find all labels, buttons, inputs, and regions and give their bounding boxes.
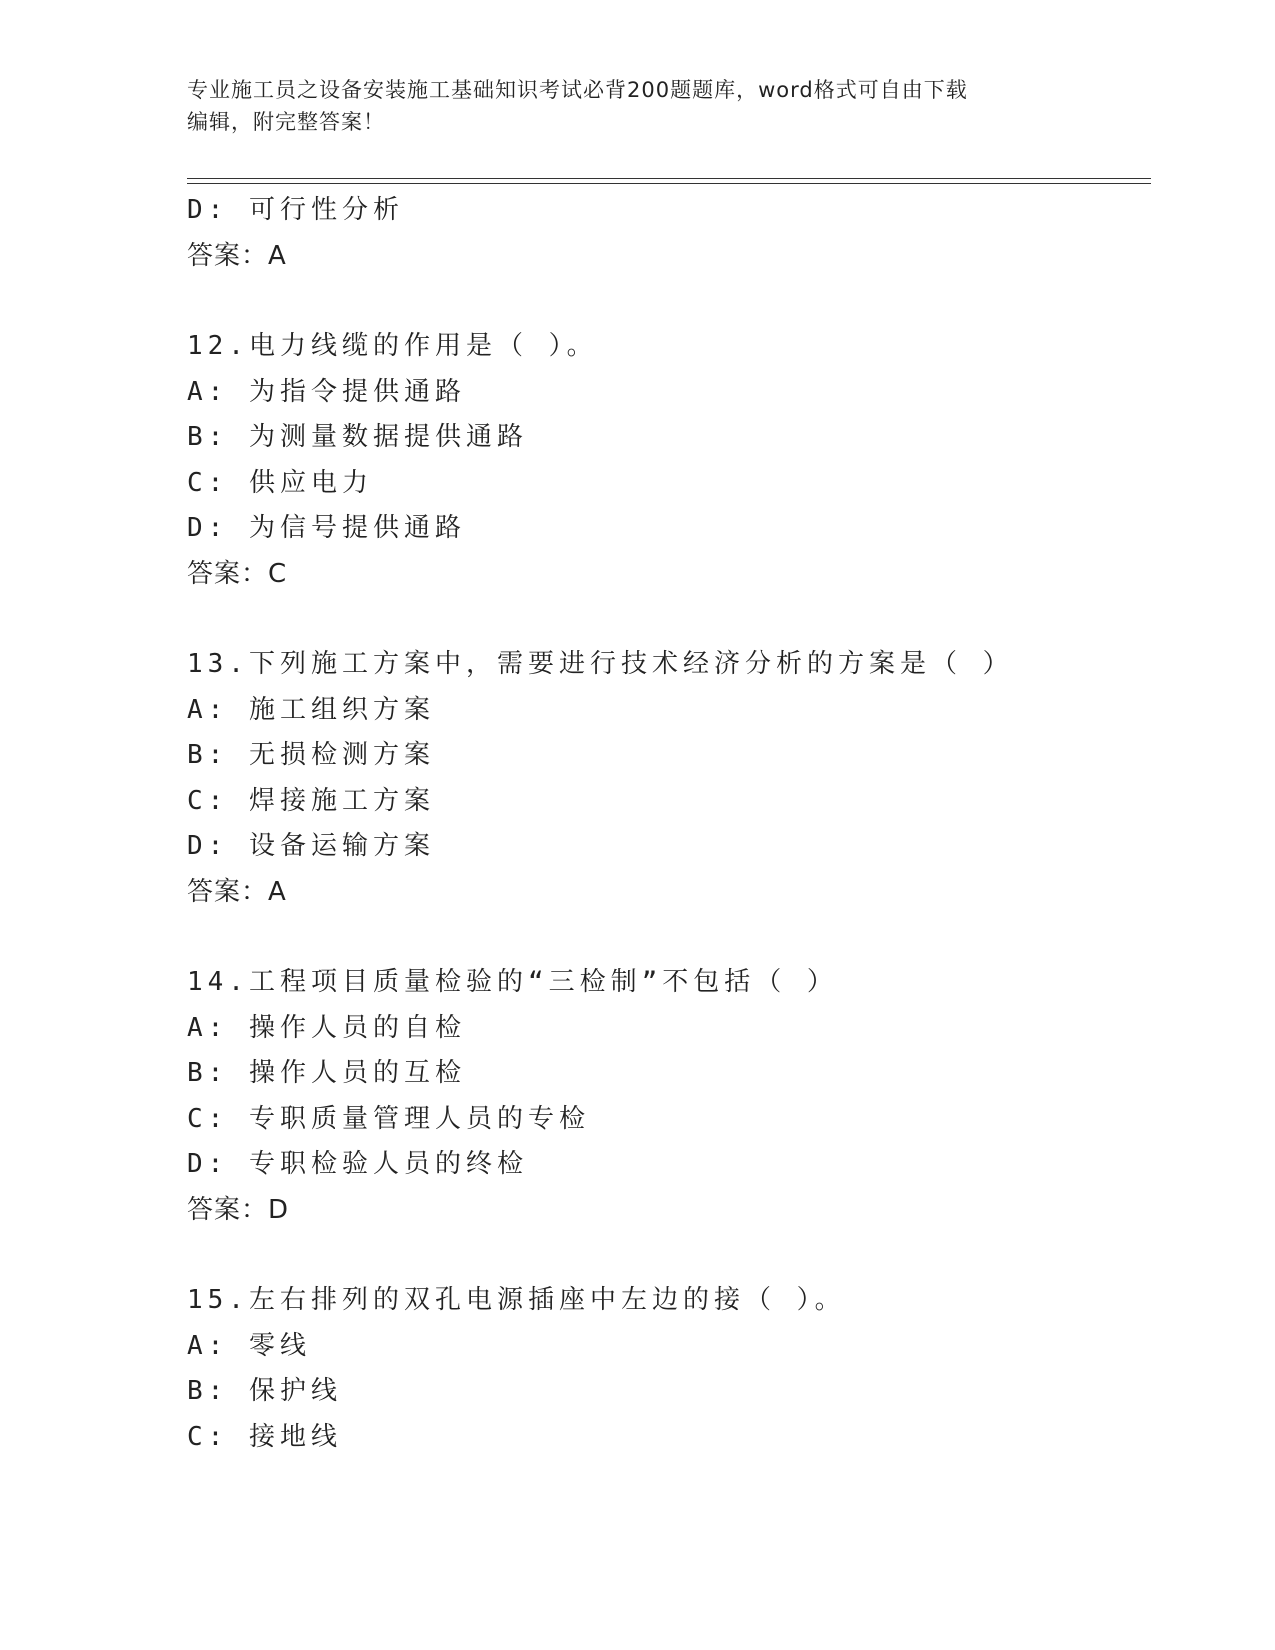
question-option: A: 零线 (187, 1330, 311, 1361)
answer-line: 答案：C (187, 558, 288, 589)
question-option: A: 操作人员的自检 (187, 1012, 466, 1043)
question-block (187, 642, 1147, 915)
question-option: C: 供应电力 (187, 467, 373, 498)
question-option: B: 保护线 (187, 1376, 342, 1406)
document-header (187, 74, 1067, 138)
question-block (187, 188, 1147, 279)
question-option: D: 可行性分析 (187, 195, 404, 225)
question-option: D: 为信号提供通路 (187, 513, 466, 543)
question-option: D: 设备运输方案 (187, 831, 435, 861)
block-spacer (187, 1233, 1147, 1278)
header-divider-top (187, 178, 1151, 179)
question-option: A: 施工组织方案 (187, 694, 435, 725)
question-option: C: 焊接施工方案 (187, 785, 435, 816)
question-block (187, 960, 1147, 1233)
question-option: C: 接地线 (187, 1421, 342, 1452)
question-option: B: 无损检测方案 (187, 740, 435, 770)
question-option: C: 专职质量管理人员的专检 (187, 1103, 590, 1134)
question-option: A: 为指令提供通路 (187, 376, 466, 407)
question-stem: 12.电力线缆的作用是（ ）。 (187, 331, 598, 361)
header-title-line-2: 编辑，附完整答案！ (187, 110, 385, 134)
answer-line: 答案：D (187, 1194, 290, 1225)
header-title-line-1: 专业施工员之设备安装施工基础知识考试必背200题题库，word格式可自由下载 (187, 78, 968, 102)
question-option: B: 操作人员的互检 (187, 1058, 466, 1088)
question-block (187, 1278, 1147, 1460)
question-stem: 13.下列施工方案中，需要进行技术经济分析的方案是（ ） (187, 649, 1014, 679)
question-list (187, 188, 1147, 1460)
question-option: D: 专职检验人员的终检 (187, 1149, 528, 1179)
header-divider-bottom (187, 183, 1151, 184)
block-spacer (187, 597, 1147, 642)
answer-line: 答案：A (187, 240, 287, 271)
answer-line: 答案：A (187, 876, 287, 907)
block-spacer (187, 279, 1147, 324)
question-block (187, 324, 1147, 597)
question-stem: 15.左右排列的双孔电源插座中左边的接（ ）。 (187, 1285, 846, 1315)
block-spacer (187, 915, 1147, 960)
question-option: B: 为测量数据提供通路 (187, 422, 528, 452)
question-stem: 14.工程项目质量检验的“三检制”不包括（ ） (187, 967, 838, 997)
